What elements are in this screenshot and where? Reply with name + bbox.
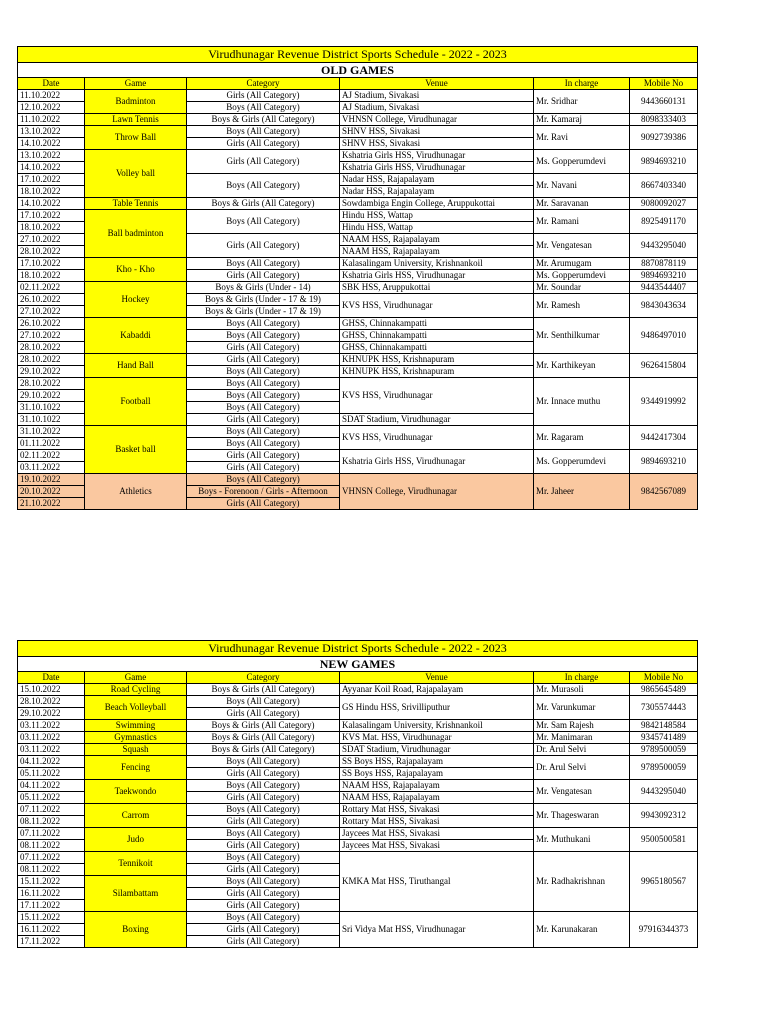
mobile-cell: 9344919992: [630, 378, 698, 426]
in-charge-cell: Mr. Kamaraj: [534, 114, 630, 126]
venue-cell: Hindu HSS, Wattap: [340, 210, 534, 222]
table-row: [18, 912, 698, 924]
in-charge-cell: Mr. Ragaram: [534, 426, 630, 450]
date-cell: 02.11.2022: [18, 282, 85, 294]
date-cell: 31.10.1022: [18, 402, 85, 414]
venue-cell: NAAM HSS, Rajapalayam: [340, 246, 534, 258]
date-cell: 28.10.2022: [18, 696, 85, 708]
category-cell: Boys (All Category): [187, 330, 340, 342]
venue-cell: KVS HSS, Virudhunagar: [340, 378, 534, 414]
venue-cell: NAAM HSS, Rajapalayam: [340, 780, 534, 792]
date-cell: 04.11.2022: [18, 780, 85, 792]
category-cell: Girls (All Category): [187, 900, 340, 912]
header-venue: Venue: [340, 78, 534, 90]
category-cell: Boys (All Category): [187, 126, 340, 138]
category-cell: Girls (All Category): [187, 816, 340, 828]
category-cell: Boys (All Category): [187, 402, 340, 414]
in-charge-cell: Mr. Innace muthu: [534, 378, 630, 426]
mobile-cell: 9345741489: [630, 732, 698, 744]
table-row: [18, 696, 698, 708]
mobile-cell: 9626415804: [630, 354, 698, 378]
table-row: [18, 378, 698, 390]
category-cell: Boys & Girls (All Category): [187, 198, 340, 210]
venue-cell: VHNSN College, Virudhunagar: [340, 114, 534, 126]
venue-cell: NAAM HSS, Rajapalayam: [340, 234, 534, 246]
category-cell: Girls (All Category): [187, 792, 340, 804]
category-cell: Girls (All Category): [187, 354, 340, 366]
header-mobile-no: Mobile No: [630, 78, 698, 90]
in-charge-cell: Mr. Soundar: [534, 282, 630, 294]
date-cell: 08.11.2022: [18, 816, 85, 828]
date-cell: 08.11.2022: [18, 840, 85, 852]
date-cell: 18.10.2022: [18, 270, 85, 282]
date-cell: 18.10.2022: [18, 222, 85, 234]
mobile-cell: 9442417304: [630, 426, 698, 450]
table-row: [18, 720, 698, 732]
in-charge-cell: Mr. Karthikeyan: [534, 354, 630, 378]
venue-cell: SS Boys HSS, Rajapalayam: [340, 768, 534, 780]
date-cell: 28.10.2022: [18, 342, 85, 354]
in-charge-cell: Dr. Arul Selvi: [534, 756, 630, 780]
in-charge-cell: Mr. Jaheer: [534, 474, 630, 510]
venue-cell: KVS Mat. HSS, Virudhunagar: [340, 732, 534, 744]
category-cell: Boys (All Category): [187, 378, 340, 390]
date-cell: 27.10.2022: [18, 234, 85, 246]
category-cell: Girls (All Category): [187, 888, 340, 900]
table-row: [18, 90, 698, 102]
game-cell: Kho - Kho: [85, 258, 187, 282]
table-row: [18, 732, 698, 744]
game-cell: Football: [85, 378, 187, 426]
in-charge-cell: Mr. Murasoli: [534, 684, 630, 696]
date-cell: 19.10.2022: [18, 474, 85, 486]
category-cell: Boys (All Category): [187, 828, 340, 840]
old-table-subtitle: OLD GAMES: [18, 63, 698, 78]
date-cell: 29.10.2022: [18, 708, 85, 720]
date-cell: 15.10.2022: [18, 684, 85, 696]
in-charge-cell: Mr. Vengatesan: [534, 234, 630, 258]
venue-cell: Nadar HSS, Rajapalayam: [340, 186, 534, 198]
header-game: Game: [85, 672, 187, 684]
venue-cell: GS Hindu HSS, Srivilliputhur: [340, 696, 534, 720]
venue-cell: KHNUPK HSS, Krishnapuram: [340, 354, 534, 366]
venue-cell: Kshatria Girls HSS, Virudhunagar: [340, 162, 534, 174]
category-cell: Boys (All Category): [187, 102, 340, 114]
date-cell: 03.11.2022: [18, 744, 85, 756]
category-cell: Boys - Forenoon / Girls - Afternoon: [187, 486, 340, 498]
game-cell: Volley ball: [85, 150, 187, 198]
mobile-cell: 9842567089: [630, 474, 698, 510]
category-cell: Boys & Girls (All Category): [187, 684, 340, 696]
date-cell: 18.10.2022: [18, 186, 85, 198]
mobile-cell: 9080092027: [630, 198, 698, 210]
date-cell: 17.11.2022: [18, 900, 85, 912]
category-cell: Boys (All Category): [187, 756, 340, 768]
date-cell: 28.10.2022: [18, 246, 85, 258]
mobile-cell: 8098333403: [630, 114, 698, 126]
game-cell: Hockey: [85, 282, 187, 318]
date-cell: 26.10.2022: [18, 294, 85, 306]
table-row: [18, 828, 698, 840]
venue-cell: SBK HSS, Aruppukottai: [340, 282, 534, 294]
mobile-cell: 9789500059: [630, 744, 698, 756]
category-cell: Girls (All Category): [187, 342, 340, 354]
in-charge-cell: Mr. Navani: [534, 174, 630, 198]
mobile-cell: 9443295040: [630, 234, 698, 258]
game-cell: Swimming: [85, 720, 187, 732]
table-row: [18, 852, 698, 864]
date-cell: 17.10.2022: [18, 210, 85, 222]
new-table-title: Virudhunagar Revenue District Sports Schedule - 2022 - 2023: [18, 641, 698, 657]
category-cell: Girls (All Category): [187, 450, 340, 462]
mobile-cell: 9486497010: [630, 318, 698, 354]
mobile-cell: 9789500059: [630, 756, 698, 780]
date-cell: 13.10.2022: [18, 150, 85, 162]
category-cell: Boys & Girls (All Category): [187, 744, 340, 756]
venue-cell: SS Boys HSS, Rajapalayam: [340, 756, 534, 768]
date-cell: 29.10.2022: [18, 366, 85, 378]
venue-cell: Jaycees Mat HSS, Sivakasi: [340, 840, 534, 852]
venue-cell: GHSS, Chinnakampatti: [340, 330, 534, 342]
date-cell: 15.11.2022: [18, 912, 85, 924]
mobile-cell: 9943092312: [630, 804, 698, 828]
category-cell: Boys (All Category): [187, 258, 340, 270]
date-cell: 20.10.2022: [18, 486, 85, 498]
category-cell: Boys (All Category): [187, 696, 340, 708]
mobile-cell: 8870878119: [630, 258, 698, 270]
table-row: [18, 804, 698, 816]
date-cell: 14.10.2022: [18, 198, 85, 210]
date-cell: 15.11.2022: [18, 876, 85, 888]
game-cell: Squash: [85, 744, 187, 756]
game-cell: Badminton: [85, 90, 187, 114]
header-in-charge: In charge: [534, 78, 630, 90]
header-game: Game: [85, 78, 187, 90]
date-cell: 14.10.2022: [18, 138, 85, 150]
category-cell: Girls (All Category): [187, 150, 340, 174]
date-cell: 26.10.2022: [18, 318, 85, 330]
date-cell: 31.10.1022: [18, 414, 85, 426]
in-charge-cell: Ms. Gopperumdevi: [534, 150, 630, 174]
header-date: Date: [18, 78, 85, 90]
date-cell: 16.11.2022: [18, 924, 85, 936]
table-row: [18, 198, 698, 210]
mobile-cell: 9865645489: [630, 684, 698, 696]
date-cell: 05.11.2022: [18, 768, 85, 780]
venue-cell: SDAT Stadium, Virudhunagar: [340, 414, 534, 426]
game-cell: Gymnastics: [85, 732, 187, 744]
game-cell: Road Cycling: [85, 684, 187, 696]
in-charge-cell: Mr. Sam Rajesh: [534, 720, 630, 732]
category-cell: Girls (All Category): [187, 840, 340, 852]
new-table-subtitle: NEW GAMES: [18, 657, 698, 672]
category-cell: Girls (All Category): [187, 864, 340, 876]
venue-cell: Hindu HSS, Wattap: [340, 222, 534, 234]
in-charge-cell: Mr. Muthukani: [534, 828, 630, 852]
category-cell: Girls (All Category): [187, 270, 340, 282]
header-category: Category: [187, 672, 340, 684]
category-cell: Girls (All Category): [187, 90, 340, 102]
in-charge-cell: Mr. Manimaran: [534, 732, 630, 744]
date-cell: 27.10.2022: [18, 330, 85, 342]
category-cell: Boys & Girls (All Category): [187, 732, 340, 744]
mobile-cell: 9842148584: [630, 720, 698, 732]
category-cell: Girls (All Category): [187, 768, 340, 780]
date-cell: 08.11.2022: [18, 864, 85, 876]
table-row: [18, 258, 698, 270]
venue-cell: Sowdambiga Engin College, Aruppukottai: [340, 198, 534, 210]
mobile-cell: 9500500581: [630, 828, 698, 852]
venue-cell: KVS HSS, Virudhunagar: [340, 426, 534, 450]
date-cell: 21.10.2022: [18, 498, 85, 510]
in-charge-cell: Ms. Gopperumdevi: [534, 450, 630, 474]
category-cell: Boys (All Category): [187, 366, 340, 378]
game-cell: Kabaddi: [85, 318, 187, 354]
date-cell: 17.10.2022: [18, 174, 85, 186]
category-cell: Girls (All Category): [187, 234, 340, 258]
date-cell: 14.10.2022: [18, 162, 85, 174]
category-cell: Boys (All Category): [187, 852, 340, 864]
category-cell: Girls (All Category): [187, 936, 340, 948]
category-cell: Boys (All Category): [187, 876, 340, 888]
table-row: [18, 354, 698, 366]
venue-cell: AJ Stadium, Sivakasi: [340, 102, 534, 114]
date-cell: 03.11.2022: [18, 462, 85, 474]
category-cell: Boys & Girls (Under - 17 & 19): [187, 306, 340, 318]
category-cell: Boys & Girls (All Category): [187, 114, 340, 126]
date-cell: 31.10.2022: [18, 426, 85, 438]
venue-cell: Kalasalingam University, Krishnankoil: [340, 258, 534, 270]
in-charge-cell: Mr. Karunakaran: [534, 912, 630, 948]
venue-cell: KHNUPK HSS, Krishnapuram: [340, 366, 534, 378]
mobile-cell: 9443295040: [630, 780, 698, 804]
game-cell: Tennikoit: [85, 852, 187, 876]
in-charge-cell: Mr. Arumugam: [534, 258, 630, 270]
old-table-title: Virudhunagar Revenue District Sports Schedule - 2022 - 2023: [18, 47, 698, 63]
category-cell: Boys (All Category): [187, 174, 340, 198]
table-row: [18, 114, 698, 126]
venue-cell: Rottary Mat HSS, Sivakasi: [340, 816, 534, 828]
venue-cell: KMKA Mat HSS, Tiruthangal: [340, 852, 534, 912]
category-cell: Boys & Girls (All Category): [187, 720, 340, 732]
game-cell: Taekwondo: [85, 780, 187, 804]
venue-cell: GHSS, Chinnakampatti: [340, 318, 534, 330]
venue-cell: SHNV HSS, Sivakasi: [340, 126, 534, 138]
header-venue: Venue: [340, 672, 534, 684]
table-row: [18, 684, 698, 696]
venue-cell: KVS HSS, Virudhunagar: [340, 294, 534, 318]
date-cell: 17.11.2022: [18, 936, 85, 948]
table-row: [18, 426, 698, 438]
game-cell: Athletics: [85, 474, 187, 510]
date-cell: 04.11.2022: [18, 756, 85, 768]
in-charge-cell: Mr. Senthilkumar: [534, 318, 630, 354]
category-cell: Girls (All Category): [187, 924, 340, 936]
category-cell: Boys (All Category): [187, 438, 340, 450]
category-cell: Boys (All Category): [187, 912, 340, 924]
category-cell: Girls (All Category): [187, 414, 340, 426]
table-row: [18, 282, 698, 294]
date-cell: 02.11.2022: [18, 450, 85, 462]
category-cell: Boys & Girls (Under - 17 & 19): [187, 294, 340, 306]
category-cell: Boys (All Category): [187, 474, 340, 486]
mobile-cell: 9843043634: [630, 294, 698, 318]
header-category: Category: [187, 78, 340, 90]
venue-cell: VHNSN College, Virudhunagar: [340, 474, 534, 510]
date-cell: 28.10.2022: [18, 354, 85, 366]
venue-cell: AJ Stadium, Sivakasi: [340, 90, 534, 102]
date-cell: 01.11.2022: [18, 438, 85, 450]
game-cell: Hand Ball: [85, 354, 187, 378]
date-cell: 16.11.2022: [18, 888, 85, 900]
mobile-cell: 9965180567: [630, 852, 698, 912]
table-row: [18, 756, 698, 768]
category-cell: Boys & Girls (Under - 14): [187, 282, 340, 294]
header-mobile-no: Mobile No: [630, 672, 698, 684]
in-charge-cell: Dr. Arul Selvi: [534, 744, 630, 756]
date-cell: 07.11.2022: [18, 828, 85, 840]
venue-cell: Kshatria Girls HSS, Virudhunagar: [340, 270, 534, 282]
mobile-cell: 9894693210: [630, 150, 698, 174]
venue-cell: NAAM HSS, Rajapalayam: [340, 792, 534, 804]
game-cell: Fencing: [85, 756, 187, 780]
venue-cell: Rottary Mat HSS, Sivakasi: [340, 804, 534, 816]
mobile-cell: 9443544407: [630, 282, 698, 294]
game-cell: Ball badminton: [85, 210, 187, 258]
category-cell: Boys (All Category): [187, 210, 340, 234]
header-date: Date: [18, 672, 85, 684]
date-cell: 11.10.2022: [18, 114, 85, 126]
venue-cell: SHNV HSS, Sivakasi: [340, 138, 534, 150]
game-cell: Lawn Tennis: [85, 114, 187, 126]
venue-cell: Jaycees Mat HSS, Sivakasi: [340, 828, 534, 840]
table-row: [18, 318, 698, 330]
date-cell: 12.10.2022: [18, 102, 85, 114]
venue-cell: Sri Vidya Mat HSS, Virudhunagar: [340, 912, 534, 948]
date-cell: 03.11.2022: [18, 720, 85, 732]
venue-cell: Kshatria Girls HSS, Virudhunagar: [340, 450, 534, 474]
date-cell: 28.10.2022: [18, 378, 85, 390]
category-cell: Girls (All Category): [187, 462, 340, 474]
game-cell: Table Tennis: [85, 198, 187, 210]
game-cell: Judo: [85, 828, 187, 852]
in-charge-cell: Mr. Sridhar: [534, 90, 630, 114]
game-cell: Throw Ball: [85, 126, 187, 150]
table-row: [18, 150, 698, 162]
in-charge-cell: Ms. Gopperumdevi: [534, 270, 630, 282]
mobile-cell: 9092739386: [630, 126, 698, 150]
game-cell: Beach Volleyball: [85, 696, 187, 720]
in-charge-cell: Mr. Vengatesan: [534, 780, 630, 804]
date-cell: 05.11.2022: [18, 792, 85, 804]
mobile-cell: 9894693210: [630, 450, 698, 474]
in-charge-cell: Mr. Ramani: [534, 210, 630, 234]
date-cell: 13.10.2022: [18, 126, 85, 138]
new-games-table: [17, 640, 698, 948]
table-row: [18, 210, 698, 222]
category-cell: Boys (All Category): [187, 426, 340, 438]
game-cell: Carrom: [85, 804, 187, 828]
game-cell: Basket ball: [85, 426, 187, 474]
table-row: [18, 744, 698, 756]
in-charge-cell: Mr. Ravi: [534, 126, 630, 150]
venue-cell: Nadar HSS, Rajapalayam: [340, 174, 534, 186]
category-cell: Boys (All Category): [187, 780, 340, 792]
old-games-table: [17, 46, 698, 510]
category-cell: Girls (All Category): [187, 708, 340, 720]
date-cell: 29.10.2022: [18, 390, 85, 402]
date-cell: 17.10.2022: [18, 258, 85, 270]
game-cell: Boxing: [85, 912, 187, 948]
category-cell: Girls (All Category): [187, 138, 340, 150]
venue-cell: GHSS, Chinnakampatti: [340, 342, 534, 354]
table-row: [18, 126, 698, 138]
mobile-cell: 8925491170: [630, 210, 698, 234]
category-cell: Girls (All Category): [187, 498, 340, 510]
date-cell: 27.10.2022: [18, 306, 85, 318]
date-cell: 03.11.2022: [18, 732, 85, 744]
mobile-cell: 9894693210: [630, 270, 698, 282]
venue-cell: SDAT Stadium, Virudhunagar: [340, 744, 534, 756]
in-charge-cell: Mr. Varunkumar: [534, 696, 630, 720]
category-cell: Boys (All Category): [187, 390, 340, 402]
table-row: [18, 780, 698, 792]
in-charge-cell: Mr. Saravanan: [534, 198, 630, 210]
mobile-cell: 97916344373: [630, 912, 698, 948]
mobile-cell: 8667403340: [630, 174, 698, 198]
date-cell: 11.10.2022: [18, 90, 85, 102]
category-cell: Boys (All Category): [187, 804, 340, 816]
mobile-cell: 7305574443: [630, 696, 698, 720]
date-cell: 07.11.2022: [18, 852, 85, 864]
venue-cell: Kalasalingam University, Krishnankoil: [340, 720, 534, 732]
venue-cell: Ayyanar Koil Road, Rajapalayam: [340, 684, 534, 696]
mobile-cell: 9443660131: [630, 90, 698, 114]
venue-cell: Kshatria Girls HSS, Virudhunagar: [340, 150, 534, 162]
in-charge-cell: Mr. Radhakrishnan: [534, 852, 630, 912]
category-cell: Boys (All Category): [187, 318, 340, 330]
in-charge-cell: Mr. Thageswaran: [534, 804, 630, 828]
header-in-charge: In charge: [534, 672, 630, 684]
date-cell: 07.11.2022: [18, 804, 85, 816]
game-cell: Silambattam: [85, 876, 187, 912]
in-charge-cell: Mr. Ramesh: [534, 294, 630, 318]
table-row: [18, 474, 698, 486]
